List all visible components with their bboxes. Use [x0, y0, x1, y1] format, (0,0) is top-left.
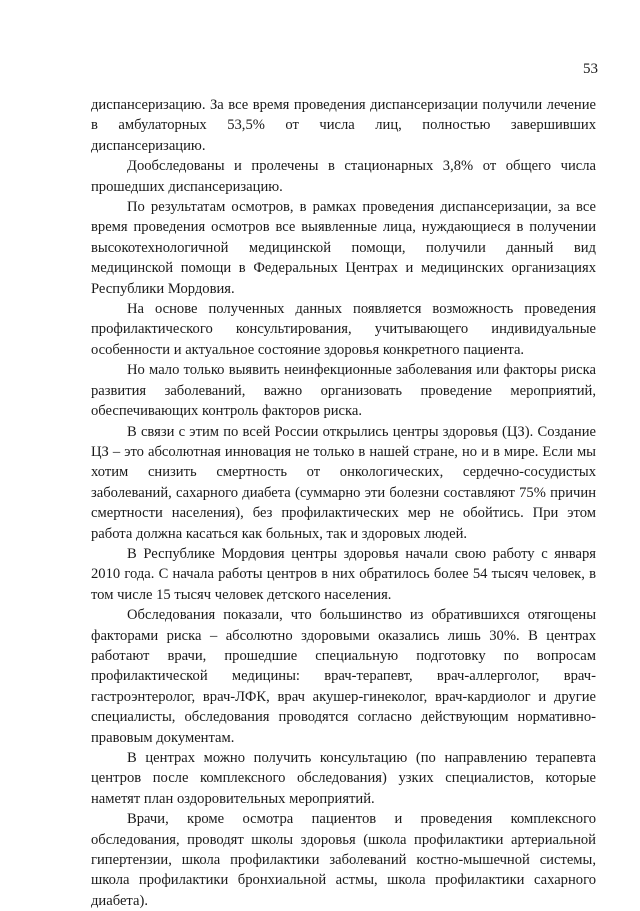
- paragraph: В Республике Мордовия центры здоровья начали свою работу с января 2010 года. С начала работы центров в них обратилось более 54 тысяч человек, в том числе 15 тысяч человек детского населения.: [91, 545, 596, 603]
- paragraph: Дообследованы и пролечены в стационарных 3,8% от общего числа прошедших диспансеризацию.: [91, 158, 596, 195]
- paragraph: По результатам осмотров, в рамках проведения диспансеризации, за все время проведения осмотров все выявленные лица, нуждающиеся в получении высокотехнологичной медицинской помощи, получили данный вид медицинской помощи в Федеральных Центрах и медицинских организациях Республики Мордовия.: [91, 199, 596, 297]
- paragraph-continuation: диспансеризацию. За все время проведения диспансеризации получили лечение в амбулаторных 53,5% от числа лиц, полностью завершивших диспансеризацию.: [91, 97, 596, 154]
- paragraph: Врачи, кроме осмотра пациентов и проведения комплексного обследования, проводят школы здоровья (школа профилактики артериальной гипертензии, школа профилактики заболеваний костно-мышечной системы, школа профилактики бронхиальной астмы, школа профилактики сахарного диабета).: [91, 811, 596, 909]
- body-text: [91, 95, 596, 911]
- paragraph: На основе полученных данных появляется возможность проведения профилактического консультирования, учитывающего индивидуальные особенности и актуальное состояние здоровья конкретного пациента.: [91, 301, 596, 358]
- paragraph: В связи с этим по всей России открылись центры здоровья (ЦЗ). Создание ЦЗ – это абсолютная инновация не только в нашей стране, но и в мире. Если мы хотим снизить смертность от онкологических, сердечно-сосудистых заболеваний, сахарного диабета (суммарно эти болезни составляют 75% причин смертности населения), без профилактических мер не обойтись. При этом работа должна касаться как больных, так и здоровых людей.: [91, 423, 596, 542]
- paragraph: Обследования показали, что большинство из обратившихся отягощены факторами риска – абсолютно здоровыми оказались лишь 30%. В центрах работают врачи, прошедшие специальную подготовку по вопросам профилактической медицины: врач-терапевт, врач-аллерголог, врач-гастроэнтеролог, врач-ЛФК, врач акушер-гинеколог, врач-кардиолог и другие специалисты, обследования проводятся согласно действующим нормативно-правовым документам.: [91, 607, 596, 746]
- page-number: 53: [583, 61, 598, 77]
- paragraph: В центрах можно получить консультацию (по направлению терапевта центров после комплексного обследования) узких специалистов, которые наметят план оздоровительных мероприятий.: [91, 750, 596, 807]
- paragraph: Но мало только выявить неинфекционные заболевания или факторы риска развития заболеваний, важно организовать проведение мероприятий, обеспечивающих контроль факторов риска.: [91, 362, 596, 420]
